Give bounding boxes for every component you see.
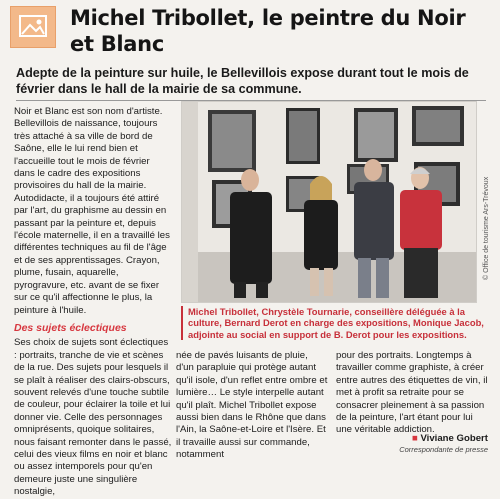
image-icon [10, 6, 56, 48]
author-name: Viviane Gobert [420, 433, 488, 444]
photo-credit: © Office de tourisme Ars-Trévoux [483, 176, 490, 280]
article-column-2 [176, 350, 328, 462]
photo-caption: Michel Tribollet, Chrystèle Tournarie, conseillère déléguée à la culture, Bernard Derot en charge des expositions, Monique Jacob, adjointe au social en support de B. Derot pour les expositions. [181, 306, 488, 340]
article-column-3 [336, 350, 488, 437]
paragraph: pour des portraits. Longtemps à travailler comme graphiste, à créer entre autres des étiquettes de vin, il met à profit sa retraite pour se consacrer pleinement à sa passion de la peinture, l'art étant pour lui une véritable addiction. [336, 350, 488, 436]
byline [380, 433, 488, 454]
author-signature [380, 433, 488, 444]
paragraph: née de pavés luisants de pluie, d'un parapluie qui protège autant qu'il isole, d'un reflet entre ombre et lumière… Le style interpelle autant qu'il plaît. Michel Tribollet expose aussi bien dans le Rhône que dans l'Ain, la Saône-et-Loire et l'Isère. Et il travaille aussi sur commande, notamment [176, 350, 328, 461]
exhibition-photo [181, 101, 477, 303]
author-role: Correspondante de presse [399, 445, 488, 454]
square-marker-icon: ■ [411, 433, 418, 444]
article-headline: Michel Tribollet, le peintre du Noir et Blanc [70, 6, 466, 56]
section-subhead: Des sujets éclectiques [14, 321, 127, 334]
paragraph: Noir et Blanc est son nom d'artiste. Bellevillois de naissance, toujours très attaché à sa ville de bord de Saône, elle le lui rend bien et l'accueille tout le mois de février dans le cadre des expositions provisoires du hall de la mairie. Autodidacte, il a toujours été attiré par l'art, du graphisme au dessin en passant par la peinture et, depuis l'école maternelle, il en a travaillé les différentes techniques au fil de l'âge et de ses apprentissages. Crayon, plume, fusain, aquarelle, pyrogravure, etc. avant de se fixer sur ce qu'il affectionne le plus, la peinture à l'huile. [14, 106, 170, 316]
paragraph: Ses choix de sujets sont éclectiques : portraits, tranche de vie et scènes de la rue. Des sujets pour lesquels il se plaît à réaliser des clairs-obscurs, souvent relevés d'une touche subtile de couleur, pour éclairer la toile et lui donner vie. Celle des personnages omniprésents, quoique solitaires, nous faisant remonter dans le passé, celui des vieux films en noir et blanc ou assez intemporels pour qu'en demeure juste une singulière nostalgie, [14, 337, 172, 498]
article-lead: Adepte de la peinture sur huile, le Bellevillois expose durant tout le mois de février dans le hall de la mairie de sa commune. [16, 66, 469, 96]
article-column-1 [14, 106, 172, 499]
